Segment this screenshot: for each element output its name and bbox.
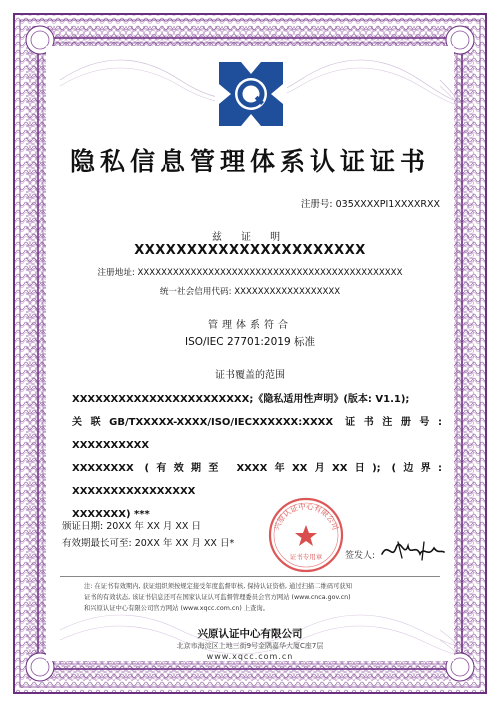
- registered-address: 注册地址: XXXXXXXXXXXXXXXXXXXXXXXXXXXXXXXXXXXXXXXXXXXXX: [97, 268, 403, 278]
- registration-number: 注册号: 035XXXXPI1XXXXRXX: [300, 199, 440, 210]
- issuer-address: 北京市海淀区上地三街9号金隅嘉华大厦C座7层: [176, 642, 324, 650]
- organization-name: XXXXXXXXXXXXXXXXXXXXXX: [134, 243, 366, 258]
- official-seal-stamp: [266, 495, 346, 575]
- note-divider: [60, 576, 440, 577]
- issue-date: 颁证日期: 20XX 年 XX 月 XX 日: [62, 521, 201, 532]
- note-line: 注: 在证书有效期内, 获证组织须按规定接受年度监督审核, 保持认证资格, 通过扫描二维码可获知: [84, 583, 353, 590]
- certificate-note: [84, 581, 446, 614]
- scope-line: XXXXXXXX (有效期至 XXXX年XX月XX日); (边界: XXXXXXXXXXXXXXXX: [72, 463, 442, 497]
- seal-text: 兴原认证中心有限公司: [271, 501, 341, 532]
- valid-until-date: 有效期最长可至: 20XX 年 XX 月 XX 日*: [62, 538, 235, 549]
- scope-text: [72, 388, 442, 526]
- note-line: 证书的有效状态, 该证书信息还可在国家认证认可监督管理委员会官方网站 (www.cnca.gov.cn): [84, 594, 351, 601]
- date-block: [62, 518, 234, 552]
- issuer-name: 兴原认证中心有限公司: [197, 628, 303, 640]
- signer-label: 签发人:: [345, 551, 376, 561]
- conformity-statement: 管理体系符合: [208, 320, 292, 331]
- scope-title: 证书覆盖的范围: [215, 370, 285, 381]
- standard-name: ISO/IEC 27701:2019 标准: [185, 336, 315, 348]
- scope-line: XXXXXXXXXXXXXXXXXXXXXXX;《隐私适用性声明》(版本: V1.1);: [72, 394, 410, 405]
- issuer-website[interactable]: www.xqcc.com.cn: [206, 652, 294, 661]
- scope-line: 关联GB/TXXXXX-XXXX/ISO/IECXXXXXX:XXXX 证书注册号: XXXXXXXXXX: [72, 417, 442, 451]
- note-line: 和兴原认证中心有限公司官方网站 (www.xqcc.com.cn) 上查询。: [84, 605, 269, 612]
- handwritten-signature: [378, 536, 448, 564]
- hereby-certify-label: 兹 证 明: [211, 232, 289, 243]
- scope-line: XXXXXXX) ***: [72, 509, 150, 520]
- certificate-title: 隐私信息管理体系认证证书: [69, 147, 430, 176]
- seal-bottom-text: 证书专用章: [289, 553, 323, 561]
- certification-logo-icon: [215, 58, 287, 130]
- credit-code: 统一社会信用代码: XXXXXXXXXXXXXXXXXX: [159, 287, 341, 297]
